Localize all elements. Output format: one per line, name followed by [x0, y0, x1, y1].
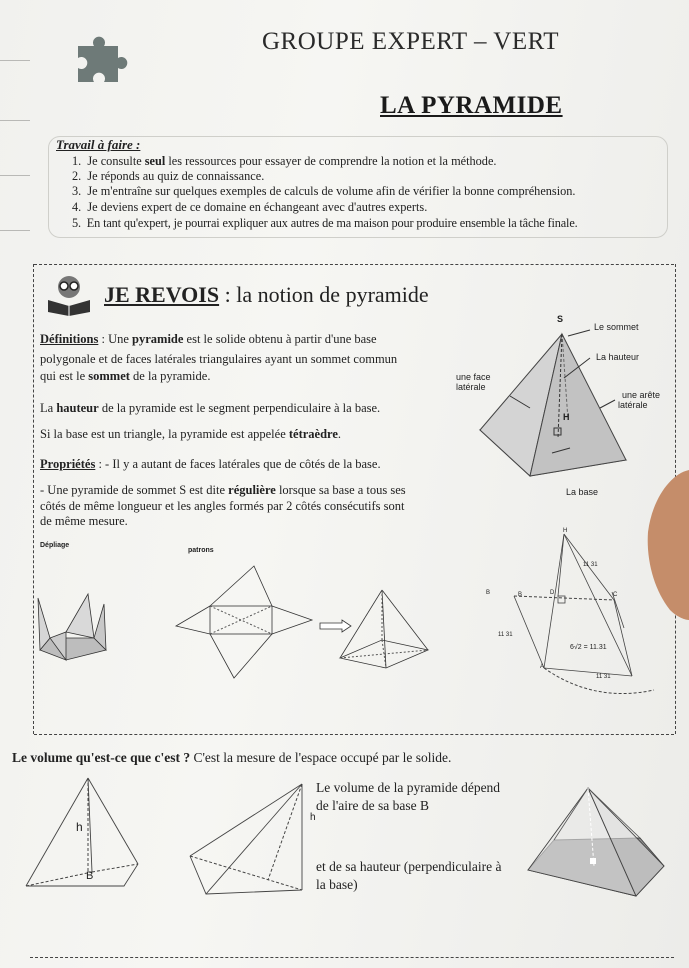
properties-label: Propriétés — [40, 457, 96, 471]
task-item — [72, 154, 496, 169]
fig-label-h2: h — [310, 812, 316, 823]
m-label-11-b: 11 31 — [498, 632, 513, 638]
task-number: 3. — [72, 184, 82, 198]
dashed-frame-top — [34, 264, 674, 265]
group-title: GROUPE EXPERT – VERT — [262, 28, 560, 55]
margin-rule — [0, 230, 30, 231]
definition-line — [40, 331, 377, 347]
definition-line — [40, 368, 210, 384]
task-item — [72, 184, 576, 199]
m-label-bp: B — [486, 590, 491, 596]
definitions-label: Définitions — [40, 332, 99, 346]
text: : Une — [98, 332, 133, 346]
properties-line — [40, 456, 381, 472]
task-number: 4. — [72, 200, 82, 214]
volume-pyramid-figure-1 — [24, 776, 144, 894]
text: de la pyramide est le segment perpendiculaire à la base. — [98, 401, 381, 415]
regular-definition — [40, 482, 406, 498]
task-number: 5. — [72, 216, 81, 230]
volume-text-line: de l'aire de sa base B — [316, 798, 430, 813]
task-item — [72, 169, 264, 184]
label-sommet: Le sommet — [594, 322, 639, 332]
net-figure — [172, 560, 322, 685]
task-text: Je réponds au quiz de connaissance. — [87, 169, 265, 183]
task-title: Travail à faire : — [56, 137, 141, 152]
m-label-d: D — [550, 590, 555, 596]
task-bold: seul — [144, 154, 166, 168]
volume-pyramid-figure-2 — [188, 782, 308, 900]
text: lorsque sa base a tous ses — [275, 483, 406, 497]
label-hauteur: La hauteur — [596, 352, 640, 362]
definition-line: polygonale et de faces latérales triangulaires ayant un sommet commun — [40, 352, 398, 366]
puzzle-piece-icon — [72, 36, 132, 86]
text: de la pyramide. — [129, 369, 211, 383]
volume-text-line: Le volume de la pyramide dépend — [316, 780, 501, 795]
label-base: La base — [566, 487, 599, 497]
label-face-2: latérale — [456, 382, 486, 392]
task-text: Je consulte — [87, 154, 145, 168]
dashed-frame-bottom — [34, 734, 674, 735]
task-text: Je m'entraîne sur quelques exemples de calculs de volume afin de vérifier la bonne compréhension. — [87, 184, 576, 198]
m-label-b: B — [518, 592, 523, 598]
m-label-h: H — [563, 528, 568, 534]
finger-photo-element — [640, 470, 689, 620]
volume-text-line: la base) — [316, 877, 358, 892]
section-title-rest: : la notion de pyramide — [219, 282, 429, 307]
term-reguliere: régulière — [228, 483, 276, 497]
volume-question-bold: Le volume qu'est-ce que c'est ? — [12, 750, 191, 765]
label-s: S — [557, 314, 564, 324]
section-title-bold: JE REVOIS — [104, 282, 220, 307]
task-text: les ressources pour essayer de comprendre la notion et la méthode. — [165, 154, 497, 168]
label-patrons: patrons — [188, 547, 214, 554]
m-label-11-c: 11 31 — [596, 674, 611, 680]
height-definition — [40, 400, 380, 416]
regular-definition: de même mesure. — [40, 514, 128, 528]
task-item — [72, 216, 578, 231]
margin-rule — [0, 175, 30, 176]
label-depliage: Dépliage — [40, 542, 70, 549]
reading-student-icon — [42, 272, 96, 316]
label-arete-1: une arête — [622, 390, 661, 400]
text: Si la base est un triangle, la pyramide est appelée — [40, 427, 289, 441]
term-pyramide: pyramide — [132, 332, 184, 346]
text: La — [40, 401, 57, 415]
fig-label-h: h — [76, 820, 83, 834]
volume-question — [12, 749, 451, 767]
margin-rule — [0, 60, 30, 61]
regular-definition: côtés de même longueur et les angles formés par 2 côtés consécutifs sont — [40, 499, 405, 513]
task-item — [72, 200, 427, 215]
fig-label-b: B — [86, 870, 94, 882]
text: . — [337, 427, 342, 441]
volume-text-line: et de sa hauteur (perpendiculaire à — [316, 859, 502, 874]
dashed-frame-bottom-2 — [30, 957, 674, 958]
dashed-frame-left — [33, 264, 34, 734]
m-label-a: A — [540, 664, 545, 670]
text: - Une pyramide de sommet S est dite — [40, 483, 229, 497]
text: est le solide obtenu à partir d'une base — [183, 332, 377, 346]
volume-answer: C'est la mesure de l'espace occupé par le solide. — [190, 750, 452, 765]
task-text: Je deviens expert de ce domaine en échangeant avec d'autres experts. — [87, 200, 428, 214]
m-label-c: C — [613, 592, 618, 598]
text: : - Il y a autant de faces latérales que de côtés de la base. — [95, 457, 381, 471]
margin-rule — [0, 120, 30, 121]
task-number: 1. — [72, 154, 82, 168]
section-title — [104, 282, 429, 308]
m-label-formula: 6√2 = 11.31 — [570, 644, 607, 651]
term-tetraedre: tétraèdre — [288, 427, 338, 441]
tetrahedron-figure — [338, 588, 433, 673]
tetraedre-definition — [40, 426, 341, 442]
task-number: 2. — [72, 169, 82, 183]
term-hauteur: hauteur — [56, 401, 99, 415]
label-arete-2: latérale — [618, 400, 648, 410]
page-title: LA PYRAMIDE — [380, 92, 563, 119]
label-h: H — [563, 412, 570, 422]
term-sommet: sommet — [88, 369, 130, 383]
measured-pyramid-figure — [484, 528, 664, 703]
label-face-1: une face — [456, 372, 491, 382]
m-label-11-a: 11 31 — [583, 562, 598, 568]
text: qui est le — [40, 369, 89, 383]
unfolding-figure — [36, 590, 108, 670]
task-text: En tant qu'expert, je pourrai expliquer aux autres de ma maison pour produire ensemble la tâche finale. — [86, 216, 578, 230]
volume-pyramid-figure-3 — [522, 786, 672, 901]
